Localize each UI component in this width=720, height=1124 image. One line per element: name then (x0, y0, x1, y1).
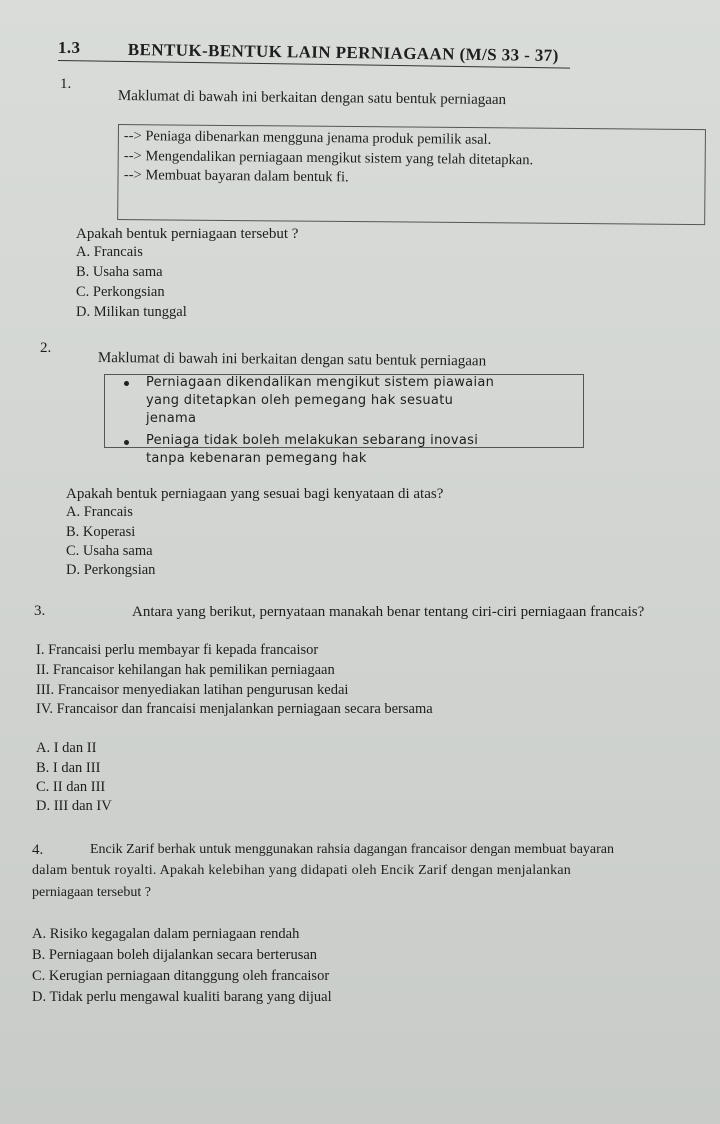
info-line: --> Peniaga dibenarkan mengguna jenama produk pemilik asal. (123, 128, 492, 148)
option-d[interactable]: D. Tidak perlu mengawal kualiti barang yang dijual (32, 989, 332, 1005)
question-prompt: Antara yang berikut, pernyataan manakah benar tentang ciri-ciri perniagaan francais? (132, 604, 645, 620)
option-c[interactable]: C. II dan III (36, 779, 106, 795)
info-line: tanpa kebenaran pemegang hak (146, 451, 367, 466)
question-prompt: Maklumat di bawah ini berkaitan dengan satu bentuk perniagaan (117, 88, 507, 109)
option-d[interactable]: D. Milikan tunggal (76, 304, 187, 320)
info-line: Perniagaan dikendalikan mengikut sistem piawaian (146, 375, 495, 390)
statement-4: IV. Francaisor dan francaisi menjalankan perniagaan secara bersama (36, 701, 433, 717)
section-number: 1.3 (58, 38, 81, 57)
question-number: 1. (60, 76, 72, 92)
statement-1: I. Francaisi perlu membayar fi kepada francaisor (36, 642, 319, 658)
bullet-icon (124, 381, 129, 386)
option-d[interactable]: D. III dan IV (36, 798, 112, 814)
option-b[interactable]: B. Perniagaan boleh dijalankan secara berterusan (32, 947, 318, 963)
info-line: jenama (146, 411, 197, 426)
question-text: Apakah bentuk perniagaan yang sesuai bagi kenyataan di atas? (66, 486, 444, 502)
question-prompt: Maklumat di bawah ini berkaitan dengan satu bentuk perniagaan (97, 350, 487, 370)
option-b[interactable]: B. I dan III (36, 760, 101, 776)
statement-3: III. Francaisor menyediakan latihan pengurusan kedai (36, 682, 349, 698)
info-line: --> Membuat bayaran dalam bentuk fi. (123, 167, 349, 186)
question-prompt-line: perniagaan tersebut ? (32, 885, 151, 900)
info-line: --> Mengendalikan perniagaan mengikut sistem yang telah ditetapkan. (123, 148, 534, 169)
bullet-icon (124, 440, 129, 445)
question-number: 2. (40, 340, 52, 356)
question-number: 4. (32, 842, 44, 858)
option-a[interactable]: A. Risiko kegagalan dalam perniagaan rendah (32, 926, 300, 942)
statement-2: II. Francaisor kehilangan hak pemilikan perniagaan (36, 662, 335, 678)
info-line: yang ditetapkan oleh pemegang hak sesuatu (146, 393, 454, 408)
question-number: 3. (34, 603, 46, 619)
option-b[interactable]: B. Usaha sama (76, 264, 163, 280)
option-a[interactable]: A. Francais (66, 504, 133, 520)
info-line: Peniaga tidak boleh melakukan sebarang inovasi (146, 433, 479, 448)
option-c[interactable]: C. Usaha sama (66, 543, 153, 559)
option-a[interactable]: A. Francais (76, 244, 143, 260)
option-b[interactable]: B. Koperasi (66, 524, 136, 540)
question-prompt-line: dalam bentuk royalti. Apakah kelebihan yang didapati oleh Encik Zarif dengan menjalankan (32, 863, 572, 878)
option-d[interactable]: D. Perkongsian (66, 562, 156, 578)
question-text: Apakah bentuk perniagaan tersebut ? (76, 226, 299, 242)
option-a[interactable]: A. I dan II (36, 740, 97, 756)
option-c[interactable]: C. Kerugian perniagaan ditanggung oleh francaisor (32, 968, 330, 984)
question-prompt-line: Encik Zarif berhak untuk menggunakan rahsia dagangan francaisor dengan membuat bayaran (90, 842, 615, 857)
section-title: BENTUK-BENTUK LAIN PERNIAGAAN (M/S 33 - 37) (127, 40, 559, 66)
option-c[interactable]: C. Perkongsian (76, 284, 165, 300)
